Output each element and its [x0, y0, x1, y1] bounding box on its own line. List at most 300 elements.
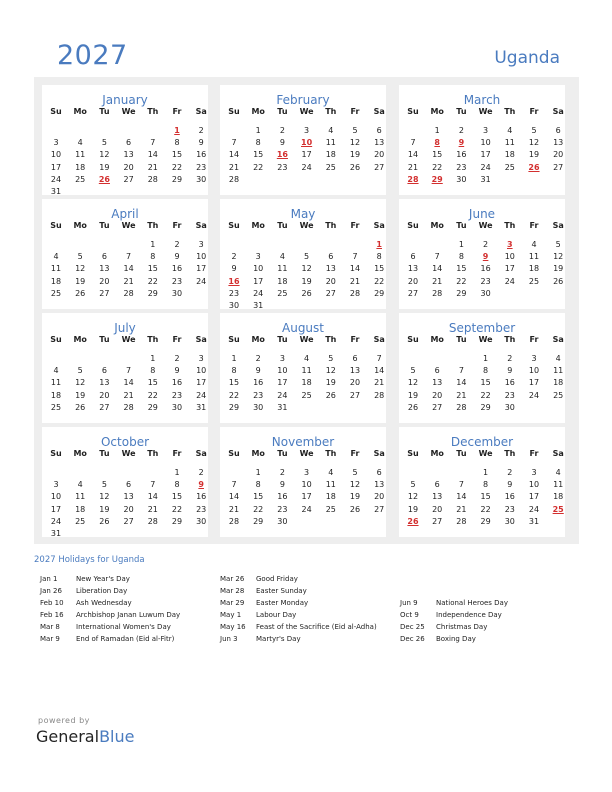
holiday-row [220, 585, 377, 597]
calendar-date: 22 [147, 276, 158, 286]
holiday-name: Labour Day [256, 611, 297, 619]
calendar-date: 18 [50, 390, 62, 400]
holiday-name: Boxing Day [436, 635, 476, 643]
holiday-date: 9 [198, 480, 204, 490]
calendar-date: 9 [507, 366, 513, 376]
calendar-date: 23 [228, 288, 240, 298]
calendar-date: 23 [171, 390, 183, 400]
calendar-date: 16 [456, 150, 467, 160]
calendar-date: 29 [147, 288, 158, 298]
calendar-date: 29 [480, 402, 491, 412]
calendar-date: 24 [528, 504, 540, 514]
calendar-date: 22 [480, 504, 491, 514]
calendar-date: 23 [196, 504, 207, 514]
calendar-date: 22 [480, 390, 491, 400]
calendar-date: 2 [198, 126, 204, 135]
month-november [220, 427, 386, 537]
calendar-date: 21 [147, 504, 158, 514]
calendar-date: 17 [50, 162, 62, 172]
weekday-header: We [299, 221, 314, 230]
weekday-header: Th [325, 335, 337, 344]
month-title: June [468, 207, 496, 221]
calendar-date: 29 [147, 402, 158, 412]
calendar-date: 21 [407, 162, 419, 172]
calendar-date: 19 [75, 390, 86, 400]
holiday-date: 28 [407, 174, 419, 184]
calendar-date: 28 [456, 516, 467, 526]
calendar-date: 27 [407, 288, 419, 298]
holiday-date: 25 [552, 504, 564, 514]
calendar-date: 18 [504, 150, 515, 160]
calendar-date: 10 [196, 366, 207, 376]
calendar-date: 2 [507, 468, 513, 477]
calendar-date: 30 [504, 516, 515, 526]
calendar-date: 12 [75, 264, 86, 274]
calendar-date: 9 [507, 480, 513, 490]
holiday-row [220, 633, 377, 645]
calendar-date: 4 [77, 480, 83, 490]
calendar-date: 3 [531, 354, 537, 363]
calendar-date: 26 [301, 288, 312, 298]
weekday-header: Mo [73, 221, 87, 230]
calendar-date: 24 [50, 174, 62, 184]
calendar-date: 6 [352, 354, 358, 363]
weekday-header: Sa [552, 449, 564, 458]
calendar-date: 12 [407, 378, 419, 388]
calendar-date: 29 [456, 288, 467, 298]
calendar-date: 30 [504, 402, 515, 412]
calendar-date: 31 [253, 301, 264, 310]
calendar-date: 25 [75, 516, 86, 526]
month-march [399, 85, 565, 195]
calendar-date: 3 [531, 468, 537, 477]
calendar-year: 2027 [57, 40, 128, 71]
holiday-date: 26 [98, 174, 110, 184]
weekday-header: We [478, 449, 493, 458]
calendar-date: 18 [50, 276, 62, 286]
calendar-date: 31 [277, 402, 288, 412]
weekday-header: Tu [456, 449, 467, 458]
brand-name-general: General [36, 727, 100, 746]
holiday-date-label: May 16 [220, 623, 246, 631]
calendar-date: 15 [147, 378, 158, 388]
calendar-date: 16 [171, 264, 183, 274]
calendar-date: 15 [374, 264, 385, 274]
holiday-date: 16 [228, 276, 240, 286]
weekday-header: Su [407, 107, 419, 116]
calendar-date: 4 [328, 126, 334, 135]
calendar-date: 12 [75, 378, 86, 388]
holiday-name: Christmas Day [436, 623, 488, 631]
weekday-header: Su [50, 335, 62, 344]
weekday-header: We [299, 107, 314, 116]
calendar-date: 20 [432, 390, 443, 400]
weekday-header: Tu [99, 107, 110, 116]
weekday-header: Su [50, 107, 62, 116]
calendar-date: 10 [528, 480, 540, 490]
calendar-date: 6 [101, 366, 107, 376]
calendar-date: 22 [228, 390, 240, 400]
calendar-date: 1 [458, 240, 464, 249]
weekday-header: Th [325, 221, 337, 230]
calendar-date: 7 [352, 252, 358, 262]
weekday-header: Sa [552, 335, 564, 344]
calendar-date: 23 [277, 162, 288, 172]
month-april [42, 199, 208, 309]
holiday-row [400, 633, 508, 645]
calendar-date: 3 [304, 126, 310, 135]
calendar-date: 7 [126, 252, 132, 262]
calendar-date: 18 [301, 378, 312, 388]
holiday-name: Easter Monday [256, 599, 309, 607]
calendar-date: 23 [504, 504, 515, 514]
calendar-date: 1 [255, 126, 261, 135]
holiday-date-label: Oct 9 [400, 611, 419, 619]
month-june [399, 199, 565, 309]
calendar-date: 28 [123, 402, 134, 412]
holiday-date-label: Jan 1 [40, 575, 58, 583]
holiday-date-label: Dec 25 [400, 623, 425, 631]
calendar-date: 15 [456, 264, 467, 274]
calendar-date: 8 [231, 366, 237, 376]
weekday-header: Mo [430, 107, 444, 116]
calendar-date: 21 [147, 162, 158, 172]
month-title: August [282, 321, 324, 335]
calendar-date: 17 [504, 264, 515, 274]
holiday-row [220, 573, 377, 585]
calendar-date: 23 [504, 390, 515, 400]
weekday-header: Fr [172, 221, 182, 230]
calendar-date: 3 [304, 468, 310, 477]
calendar-date: 9 [255, 366, 261, 376]
calendar-date: 14 [374, 366, 385, 376]
calendar-date: 16 [504, 378, 515, 388]
holiday-date-label: Dec 26 [400, 635, 425, 643]
calendar-date: 4 [279, 252, 285, 262]
calendar-date: 7 [410, 138, 416, 148]
calendar-date: 27 [325, 288, 336, 298]
holiday-row [220, 609, 377, 621]
calendar-date: 25 [325, 504, 336, 514]
calendar-date: 5 [352, 126, 358, 135]
calendar-date: 15 [171, 150, 183, 160]
weekday-header: We [478, 107, 493, 116]
calendar-date: 13 [374, 480, 385, 490]
calendar-date: 1 [150, 240, 156, 249]
calendar-date: 7 [458, 366, 464, 376]
holiday-date: 1 [376, 240, 382, 249]
calendar-date: 1 [483, 354, 489, 363]
calendar-date: 29 [171, 174, 183, 184]
calendar-date: 9 [279, 138, 285, 148]
month-title: November [271, 435, 335, 449]
calendar-date: 31 [50, 529, 62, 538]
calendar-date: 8 [150, 366, 156, 376]
weekday-header: We [299, 335, 314, 344]
calendar-date: 17 [277, 378, 288, 388]
calendar-date: 4 [53, 252, 59, 262]
calendar-date: 17 [301, 492, 312, 502]
holiday-row [400, 597, 508, 609]
calendar-date: 23 [171, 276, 183, 286]
calendar-date: 21 [228, 162, 240, 172]
calendar-date: 26 [407, 402, 419, 412]
calendar-date: 19 [99, 162, 110, 172]
holidays-column [220, 573, 377, 645]
calendar-date: 3 [279, 354, 285, 363]
calendar-date: 24 [196, 276, 207, 286]
calendar-date: 25 [50, 402, 62, 412]
month-title: February [276, 93, 330, 107]
calendar-date: 8 [255, 138, 261, 148]
calendar-date: 21 [349, 276, 361, 286]
calendar-date: 30 [253, 402, 264, 412]
calendar-date: 5 [77, 252, 83, 262]
weekday-header: Tu [99, 449, 110, 458]
calendar-date: 16 [504, 492, 515, 502]
month-may [220, 199, 386, 309]
calendar-date: 15 [147, 264, 158, 274]
calendar-date: 3 [483, 126, 489, 135]
calendar-date: 18 [277, 276, 288, 286]
calendar-date: 28 [456, 402, 467, 412]
calendar-date: 11 [325, 480, 336, 490]
calendar-date: 26 [99, 516, 110, 526]
calendar-date: 1 [174, 468, 180, 477]
calendar-date: 30 [480, 288, 491, 298]
holiday-name: National Heroes Day [436, 599, 508, 607]
month-october [42, 427, 208, 537]
weekday-header: We [121, 107, 136, 116]
calendar-date: 19 [407, 390, 419, 400]
weekday-header: Sa [195, 221, 207, 230]
calendar-date: 29 [228, 402, 240, 412]
holiday-date-label: Feb 10 [40, 599, 64, 607]
weekday-header: Mo [73, 107, 87, 116]
calendar-date: 27 [553, 162, 564, 172]
calendar-date: 28 [147, 174, 158, 184]
calendar-date: 30 [196, 516, 207, 526]
calendar-date: 17 [301, 150, 312, 160]
holiday-date: 29 [431, 174, 443, 184]
calendar-date: 21 [228, 504, 240, 514]
calendar-date: 20 [374, 492, 385, 502]
month-september [399, 313, 565, 423]
weekday-header: Tu [456, 335, 467, 344]
holiday-row [40, 585, 180, 597]
weekday-header: Mo [430, 335, 444, 344]
holiday-date-label: Mar 26 [220, 575, 245, 583]
calendar-date: 3 [53, 480, 59, 490]
holiday-date-label: Jan 26 [40, 587, 62, 595]
calendar-date: 8 [174, 480, 180, 490]
calendar-date: 28 [432, 288, 443, 298]
holiday-date-label: Mar 9 [40, 635, 60, 643]
weekday-header: Fr [172, 335, 182, 344]
calendar-date: 15 [253, 492, 264, 502]
weekday-header: Th [504, 335, 516, 344]
weekday-header: Sa [552, 107, 564, 116]
calendar-date: 6 [328, 252, 334, 262]
calendar-date: 17 [528, 378, 540, 388]
calendar-date: 13 [99, 264, 110, 274]
calendar-date: 25 [277, 288, 288, 298]
weekday-header: Tu [456, 221, 467, 230]
weekday-header: Fr [350, 221, 360, 230]
powered-by-text: powered by [38, 716, 90, 725]
calendar-date: 28 [147, 516, 158, 526]
holiday-date-label: Mar 29 [220, 599, 245, 607]
calendar-date: 2 [458, 126, 464, 135]
calendar-date: 6 [376, 468, 382, 477]
calendar-date: 7 [434, 252, 440, 262]
calendar-date: 6 [126, 138, 132, 148]
calendar-date: 7 [376, 354, 382, 363]
calendar-date: 22 [147, 390, 158, 400]
calendar-date: 6 [555, 126, 561, 135]
calendar-date: 7 [150, 138, 156, 148]
calendar-date: 13 [432, 378, 443, 388]
calendar-date: 3 [53, 138, 59, 148]
calendar-date: 19 [325, 378, 336, 388]
calendar-date: 4 [507, 126, 513, 135]
calendar-date: 7 [231, 138, 237, 148]
calendar-date: 25 [553, 390, 564, 400]
calendar-date: 16 [171, 378, 183, 388]
calendar-date: 17 [196, 378, 207, 388]
calendar-date: 10 [253, 264, 264, 274]
calendar-date: 13 [123, 492, 134, 502]
calendar-date: 3 [198, 354, 204, 363]
calendar-date: 10 [50, 492, 62, 502]
calendar-date: 27 [432, 516, 443, 526]
calendar-date: 27 [123, 174, 134, 184]
weekday-header: Tu [99, 335, 110, 344]
calendar-date: 28 [374, 390, 385, 400]
weekday-header: Fr [350, 449, 360, 458]
weekday-header: Sa [373, 221, 385, 230]
calendar-date: 12 [99, 150, 110, 160]
holiday-row [220, 597, 377, 609]
weekday-header: Su [228, 449, 240, 458]
calendar-date: 20 [374, 150, 385, 160]
country-name: Uganda [494, 48, 560, 68]
weekday-header: We [478, 221, 493, 230]
calendar-date: 27 [374, 504, 385, 514]
month-december [399, 427, 565, 537]
calendar-date: 31 [50, 187, 62, 196]
calendar-date: 28 [228, 174, 240, 184]
calendar-date: 13 [432, 492, 443, 502]
calendar-date: 18 [553, 492, 564, 502]
holiday-row [400, 573, 508, 585]
calendar-date: 4 [77, 138, 83, 148]
calendar-date: 4 [304, 354, 310, 363]
calendar-date: 9 [279, 480, 285, 490]
holiday-row [400, 585, 508, 597]
calendar-date: 19 [349, 492, 361, 502]
holiday-row [40, 633, 180, 645]
calendar-date: 23 [480, 276, 491, 286]
holiday-date-label: May 1 [220, 611, 242, 619]
weekday-header: Tu [99, 221, 110, 230]
weekday-header: Fr [172, 107, 182, 116]
calendar-date: 16 [196, 492, 207, 502]
holiday-name: Easter Sunday [256, 587, 307, 595]
calendar-date: 31 [480, 174, 491, 184]
calendar-date: 8 [483, 480, 489, 490]
calendar-date: 14 [123, 264, 134, 274]
calendar-date: 2 [255, 354, 261, 363]
weekday-header: We [121, 449, 136, 458]
weekday-header: Tu [277, 221, 288, 230]
weekday-header: Su [228, 221, 240, 230]
holiday-row [40, 609, 180, 621]
weekday-header: Sa [373, 107, 385, 116]
calendar-date: 1 [483, 468, 489, 477]
weekday-header: We [121, 221, 136, 230]
calendar-date: 15 [171, 492, 183, 502]
weekday-header: Mo [73, 335, 87, 344]
weekday-header: Th [147, 335, 159, 344]
calendar-date: 12 [553, 252, 564, 262]
weekday-header: Fr [172, 449, 182, 458]
calendar-date: 14 [407, 150, 419, 160]
holiday-row [40, 573, 180, 585]
weekday-header: Tu [277, 335, 288, 344]
calendar-date: 24 [528, 390, 540, 400]
calendar-date: 20 [99, 276, 110, 286]
weekday-header: Th [147, 107, 159, 116]
holiday-date: 9 [458, 138, 465, 148]
calendar-date: 10 [50, 150, 62, 160]
calendar-date: 28 [123, 288, 134, 298]
weekday-header: Mo [430, 221, 444, 230]
calendar-date: 30 [171, 402, 183, 412]
calendar-date: 12 [301, 264, 312, 274]
calendar-date: 19 [75, 276, 86, 286]
weekday-header: Fr [350, 335, 360, 344]
calendar-date: 7 [150, 480, 156, 490]
holiday-name: Liberation Day [76, 587, 128, 595]
calendar-date: 22 [171, 162, 183, 172]
holiday-date-label: Mar 8 [40, 623, 60, 631]
calendar-date: 2 [231, 252, 237, 262]
calendar-date: 25 [504, 162, 515, 172]
calendar-date: 11 [325, 138, 336, 148]
calendar-date: 26 [325, 390, 336, 400]
calendar-date: 17 [528, 492, 540, 502]
weekday-header: Fr [529, 335, 539, 344]
calendar-date: 20 [123, 504, 134, 514]
calendar-date: 18 [75, 162, 86, 172]
calendar-date: 9 [174, 366, 180, 376]
weekday-header: Th [504, 449, 516, 458]
calendar-date: 2 [279, 126, 285, 135]
calendar-date: 29 [171, 516, 183, 526]
weekday-header: Sa [373, 449, 385, 458]
calendar-date: 15 [480, 492, 491, 502]
calendar-date: 13 [349, 366, 361, 376]
calendar-date: 5 [555, 240, 561, 249]
month-title: October [100, 435, 150, 449]
calendar-date: 14 [432, 264, 443, 274]
calendar-date: 2 [507, 354, 513, 363]
month-title: December [450, 435, 514, 449]
weekday-header: Sa [373, 335, 385, 344]
calendar-date: 11 [504, 138, 515, 148]
calendar-date: 22 [171, 504, 183, 514]
